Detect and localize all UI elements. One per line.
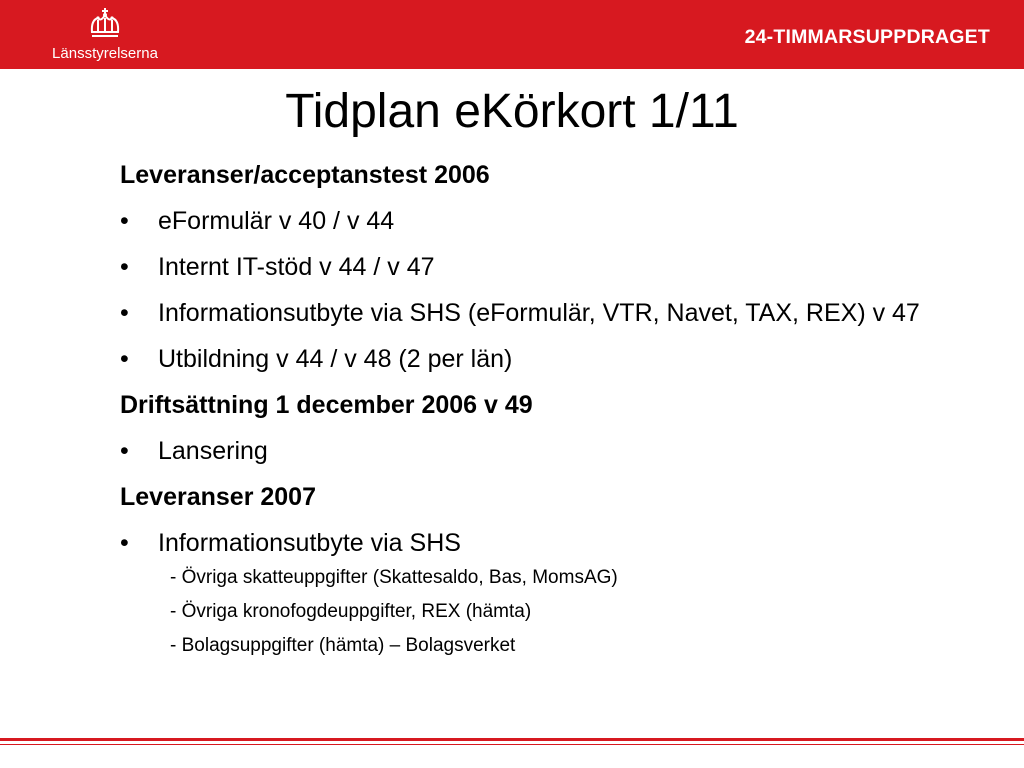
header-banner [0,0,1024,69]
section-heading: Leveranser/acceptanstest 2006 [120,161,490,189]
list-item [120,436,980,466]
list-item [120,252,980,282]
sub-item: - Övriga skatteuppgifter (Skattesaldo, Bas, MomsAG) [170,567,618,588]
list-item-text: Informationsutbyte via SHS [158,529,461,557]
list-item-text: Utbildning v 44 / v 48 (2 per län) [158,345,513,373]
banner-title: 24-TIMMARSUPPDRAGET [744,26,990,48]
sub-item: - Bolagsuppgifter (hämta) – Bolagsverket [170,635,516,656]
bullet-icon: • [120,253,129,281]
slide-title: Tidplan eKörkort 1/11 [285,85,739,138]
list-item-text: Internt IT-stöd v 44 / v 47 [158,253,435,281]
sub-item: - Övriga kronofogdeuppgifter, REX (hämta) [170,601,532,622]
crown-icon [88,6,122,42]
org-name: Länsstyrelserna [52,45,158,62]
section-heading: Leveranser 2007 [120,483,316,511]
footer-divider-thin [0,744,1024,745]
list-item-text: eFormulär v 40 / v 44 [158,207,395,235]
lansstyrelserna-logo [40,6,170,64]
section-heading: Driftsättning 1 december 2006 v 49 [120,391,533,419]
list-item-text: Informationsutbyte via SHS (eFormulär, VTR, Navet, TAX, REX) v 47 [158,299,920,327]
bullet-icon: • [120,529,129,557]
bullet-icon: • [120,207,129,235]
footer-divider [0,738,1024,741]
list-item [120,344,980,374]
bullet-icon: • [120,345,129,373]
slide-content [120,160,980,658]
bullet-icon: • [120,299,129,327]
list-item-text: Lansering [158,437,268,465]
list-item [120,298,980,328]
bullet-icon: • [120,437,129,465]
list-item [120,206,980,236]
list-item [120,528,980,558]
